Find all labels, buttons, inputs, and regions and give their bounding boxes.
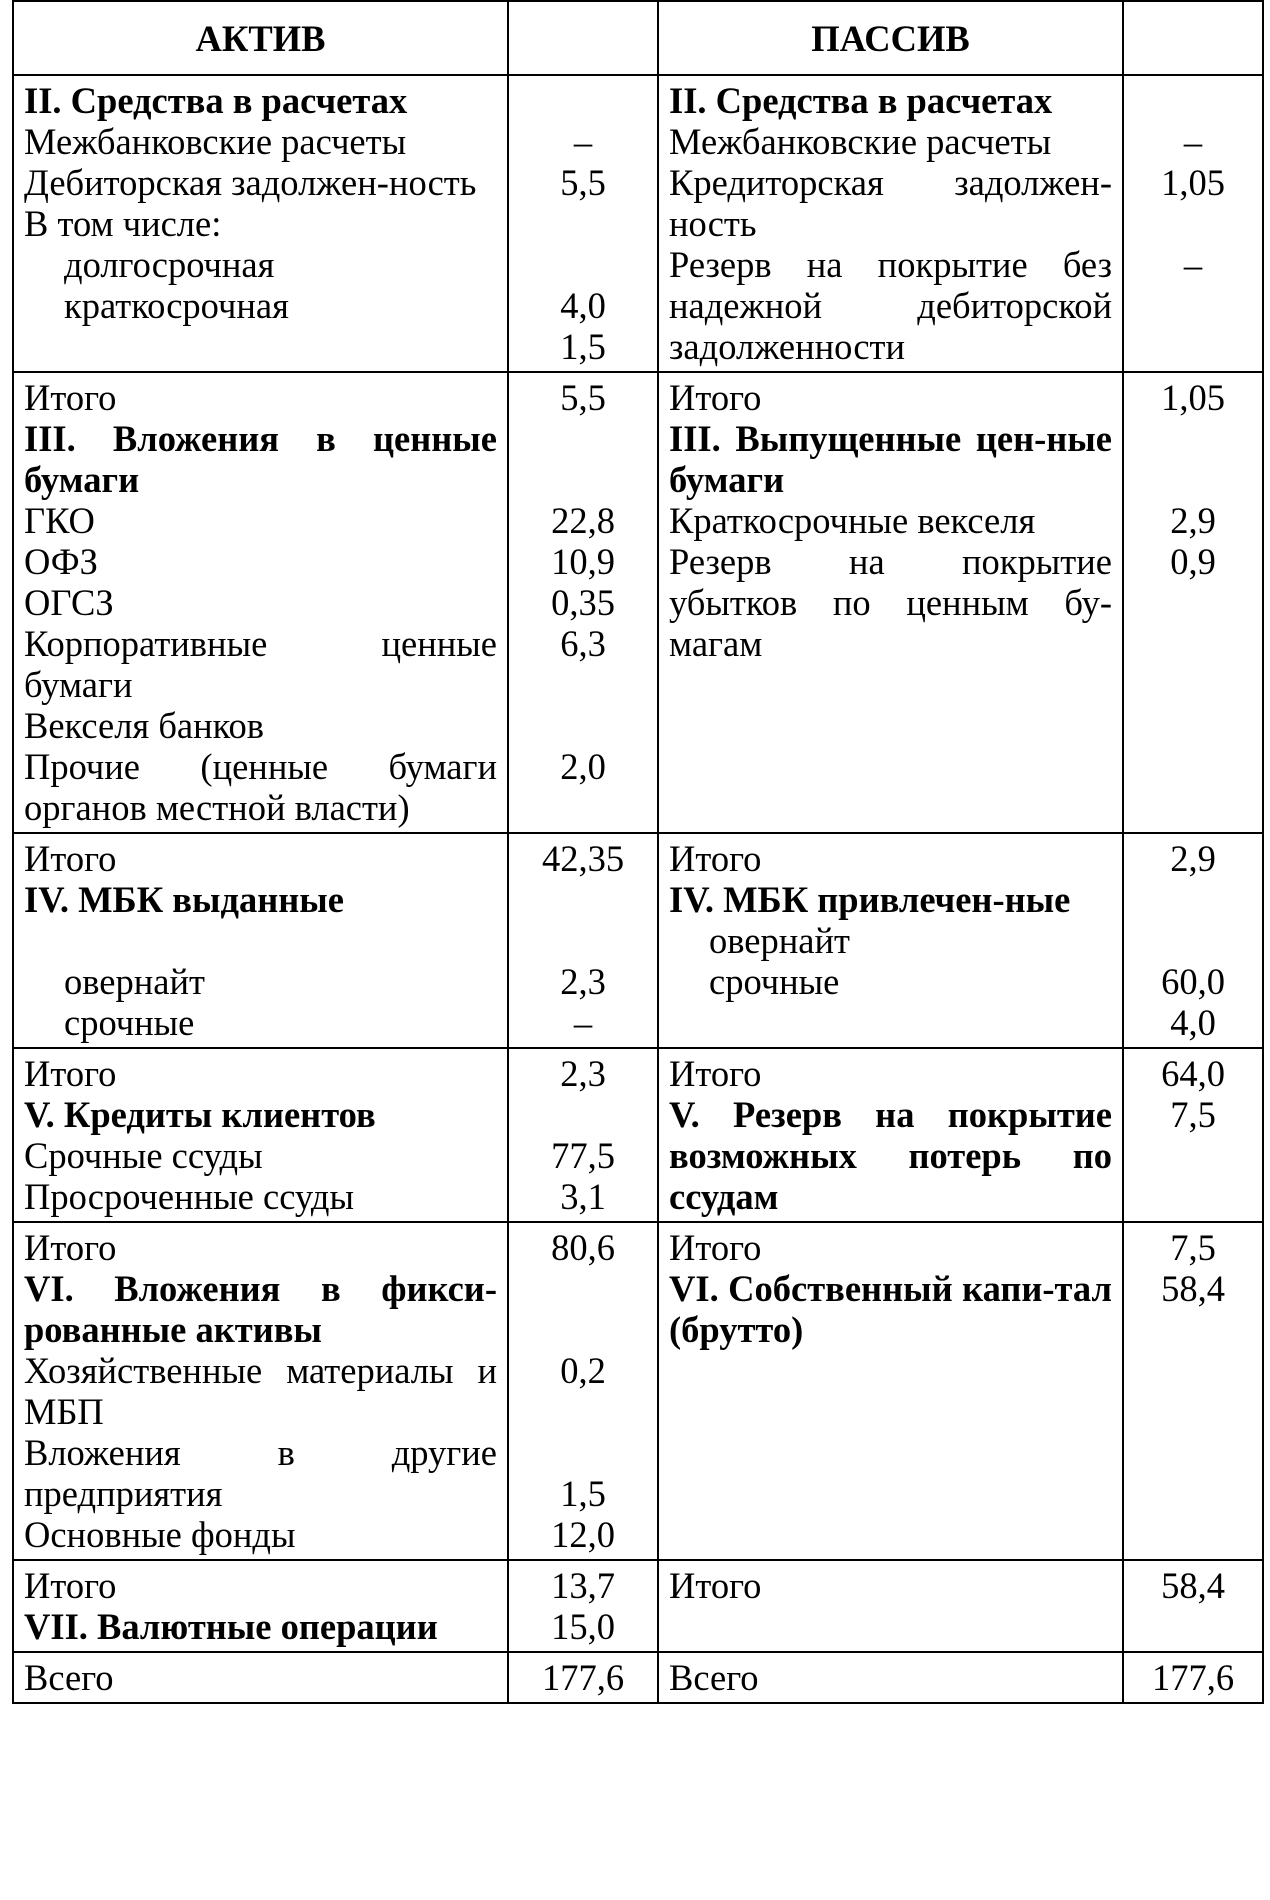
asset-line: Срочные ссуды xyxy=(24,1135,263,1176)
asset-line: VI. Вложения в фикси-рованные активы xyxy=(24,1268,497,1350)
grand-total-row xyxy=(13,1652,1263,1703)
liability-values xyxy=(1123,1048,1263,1222)
liability-values xyxy=(1123,1560,1263,1652)
liability-line: VI. Собственный капи-тал (брутто) xyxy=(669,1268,1112,1350)
liability-values xyxy=(1123,833,1263,1048)
asset-line: ОФЗ xyxy=(24,541,98,582)
liability-line: Резерв на покрытие убытков по ценным бу-магам xyxy=(669,541,1112,664)
liability-value: 1,05 xyxy=(1161,162,1225,203)
liability-value: 7,5 xyxy=(1170,1094,1216,1135)
subtotal-value: 64,0 xyxy=(1161,1053,1225,1094)
asset-value: 2,3 xyxy=(560,961,606,1002)
asset-line: Дебиторская задолжен-ность xyxy=(24,162,477,203)
liability-line: Кредиторская задолжен-ность xyxy=(669,162,1112,244)
asset-values xyxy=(508,833,658,1048)
asset-items xyxy=(13,372,508,833)
asset-line: V. Кредиты клиентов xyxy=(24,1094,376,1135)
liability-items xyxy=(658,1222,1123,1560)
asset-line: Вложения в другие предприятия xyxy=(24,1432,497,1514)
asset-line: III. Вложения в ценные бумаги xyxy=(24,418,497,500)
subtotal-value: 58,4 xyxy=(1161,1565,1225,1606)
asset-line: ОГСЗ xyxy=(24,582,114,623)
grand-total-liability-label: Всего xyxy=(658,1652,1123,1703)
asset-line: Просроченные ссуды xyxy=(24,1176,354,1217)
balance-sheet-table xyxy=(12,0,1264,1704)
asset-items xyxy=(13,1560,508,1652)
asset-line: Межбанковские расчеты xyxy=(24,121,407,162)
asset-value: 10,9 xyxy=(551,541,615,582)
section-row xyxy=(13,1048,1263,1222)
liability-items xyxy=(658,75,1123,372)
subtotal-label: Итого xyxy=(669,1227,762,1268)
liability-value: 58,4 xyxy=(1161,1268,1225,1309)
liability-items xyxy=(658,833,1123,1048)
asset-line: Корпоративные ценные бумаги xyxy=(24,623,497,705)
subtotal-label: Итого xyxy=(24,1053,117,1094)
liability-items xyxy=(658,1560,1123,1652)
asset-value: 1,5 xyxy=(560,326,606,367)
subtotal-value: 2,9 xyxy=(1170,838,1216,879)
asset-line: II. Средства в расчетах xyxy=(24,80,408,121)
assets-header: АКТИВ xyxy=(13,1,508,75)
liability-items xyxy=(658,1048,1123,1222)
liability-value: 0,9 xyxy=(1170,541,1216,582)
grand-total-asset-value: 177,6 xyxy=(508,1652,658,1703)
asset-value: 77,5 xyxy=(551,1135,615,1176)
liability-line: II. Средства в расчетах xyxy=(669,80,1053,121)
liability-value: 2,9 xyxy=(1170,500,1216,541)
section-row xyxy=(13,75,1263,372)
subtotal-label: Итого xyxy=(24,838,117,879)
liability-line: овернайт xyxy=(709,920,850,961)
asset-items xyxy=(13,833,508,1048)
liability-values xyxy=(1123,1222,1263,1560)
asset-value: 4,0 xyxy=(560,285,606,326)
liability-value: – xyxy=(1183,121,1203,162)
liability-values xyxy=(1123,372,1263,833)
asset-line: краткосрочная xyxy=(64,285,289,326)
asset-value: 12,0 xyxy=(551,1514,615,1555)
asset-values xyxy=(508,1222,658,1560)
section-row xyxy=(13,372,1263,833)
asset-items xyxy=(13,1222,508,1560)
liabilities-header: ПАССИВ xyxy=(658,1,1123,75)
asset-values xyxy=(508,372,658,833)
subtotal-label: Итого xyxy=(669,1565,762,1606)
asset-value: 22,8 xyxy=(551,500,615,541)
liability-line: IV. МБК привлечен-ные xyxy=(669,879,1071,920)
liability-value: – xyxy=(1183,244,1203,285)
subtotal-label: Итого xyxy=(24,1227,117,1268)
asset-items xyxy=(13,75,508,372)
liability-value: 60,0 xyxy=(1161,961,1225,1002)
section-row xyxy=(13,833,1263,1048)
subtotal-value: 42,35 xyxy=(541,838,625,879)
asset-line: Основные фонды xyxy=(24,1514,296,1555)
liability-line: V. Резерв на покрытие возможных потерь по ссудам xyxy=(669,1094,1112,1217)
subtotal-label: Итого xyxy=(669,377,762,418)
subtotal-value: 2,3 xyxy=(560,1053,606,1094)
subtotal-value: 1,05 xyxy=(1161,377,1225,418)
asset-value: 3,1 xyxy=(560,1176,606,1217)
asset-values xyxy=(508,1048,658,1222)
subtotal-value: 5,5 xyxy=(560,377,606,418)
subtotal-label: Итого xyxy=(24,377,117,418)
liability-value: 4,0 xyxy=(1170,1002,1216,1043)
header-row xyxy=(13,1,1263,75)
liability-values xyxy=(1123,75,1263,372)
asset-values xyxy=(508,75,658,372)
section-row xyxy=(13,1222,1263,1560)
asset-line: VII. Валютные операции xyxy=(24,1606,438,1647)
asset-line: Прочие (ценные бумаги органов местной власти) xyxy=(24,746,497,828)
asset-line: овернайт xyxy=(64,961,205,1002)
asset-line: Векселя банков xyxy=(24,705,265,746)
subtotal-value: 13,7 xyxy=(551,1565,615,1606)
liabilities-value-header xyxy=(1123,1,1263,75)
asset-value: – xyxy=(573,1002,593,1043)
asset-value: 5,5 xyxy=(560,162,606,203)
asset-line: Хозяйственные материалы и МБП xyxy=(24,1350,497,1432)
assets-value-header xyxy=(508,1,658,75)
asset-value: 2,0 xyxy=(560,746,606,787)
subtotal-label: Итого xyxy=(669,838,762,879)
liability-line: III. Выпущенные цен-ные бумаги xyxy=(669,418,1112,500)
subtotal-label: Итого xyxy=(669,1053,762,1094)
grand-total-liability-value: 177,6 xyxy=(1123,1652,1263,1703)
asset-line: В том числе: xyxy=(24,203,222,244)
liability-line: Межбанковские расчеты xyxy=(669,121,1052,162)
section-row xyxy=(13,1560,1263,1652)
asset-values xyxy=(508,1560,658,1652)
asset-items xyxy=(13,1048,508,1222)
liability-line: Резерв на покрытие без надежной дебиторской задолженности xyxy=(669,244,1112,367)
asset-value: 6,3 xyxy=(560,623,606,664)
grand-total-asset-label: Всего xyxy=(13,1652,508,1703)
subtotal-value: 80,6 xyxy=(551,1227,615,1268)
asset-line: срочные xyxy=(64,1002,195,1043)
asset-value: – xyxy=(573,121,593,162)
liability-items xyxy=(658,372,1123,833)
subtotal-value: 7,5 xyxy=(1170,1227,1216,1268)
liability-line: срочные xyxy=(709,961,840,1002)
asset-value: 1,5 xyxy=(560,1473,606,1514)
asset-value: 0,35 xyxy=(551,582,615,623)
asset-line: долгосрочная xyxy=(64,244,275,285)
liability-line: Краткосрочные векселя xyxy=(669,500,1036,541)
subtotal-label: Итого xyxy=(24,1565,117,1606)
asset-line: ГКО xyxy=(24,500,95,541)
asset-line: IV. МБК выданные xyxy=(24,879,344,920)
asset-value: 0,2 xyxy=(560,1350,606,1391)
asset-value: 15,0 xyxy=(551,1606,615,1647)
